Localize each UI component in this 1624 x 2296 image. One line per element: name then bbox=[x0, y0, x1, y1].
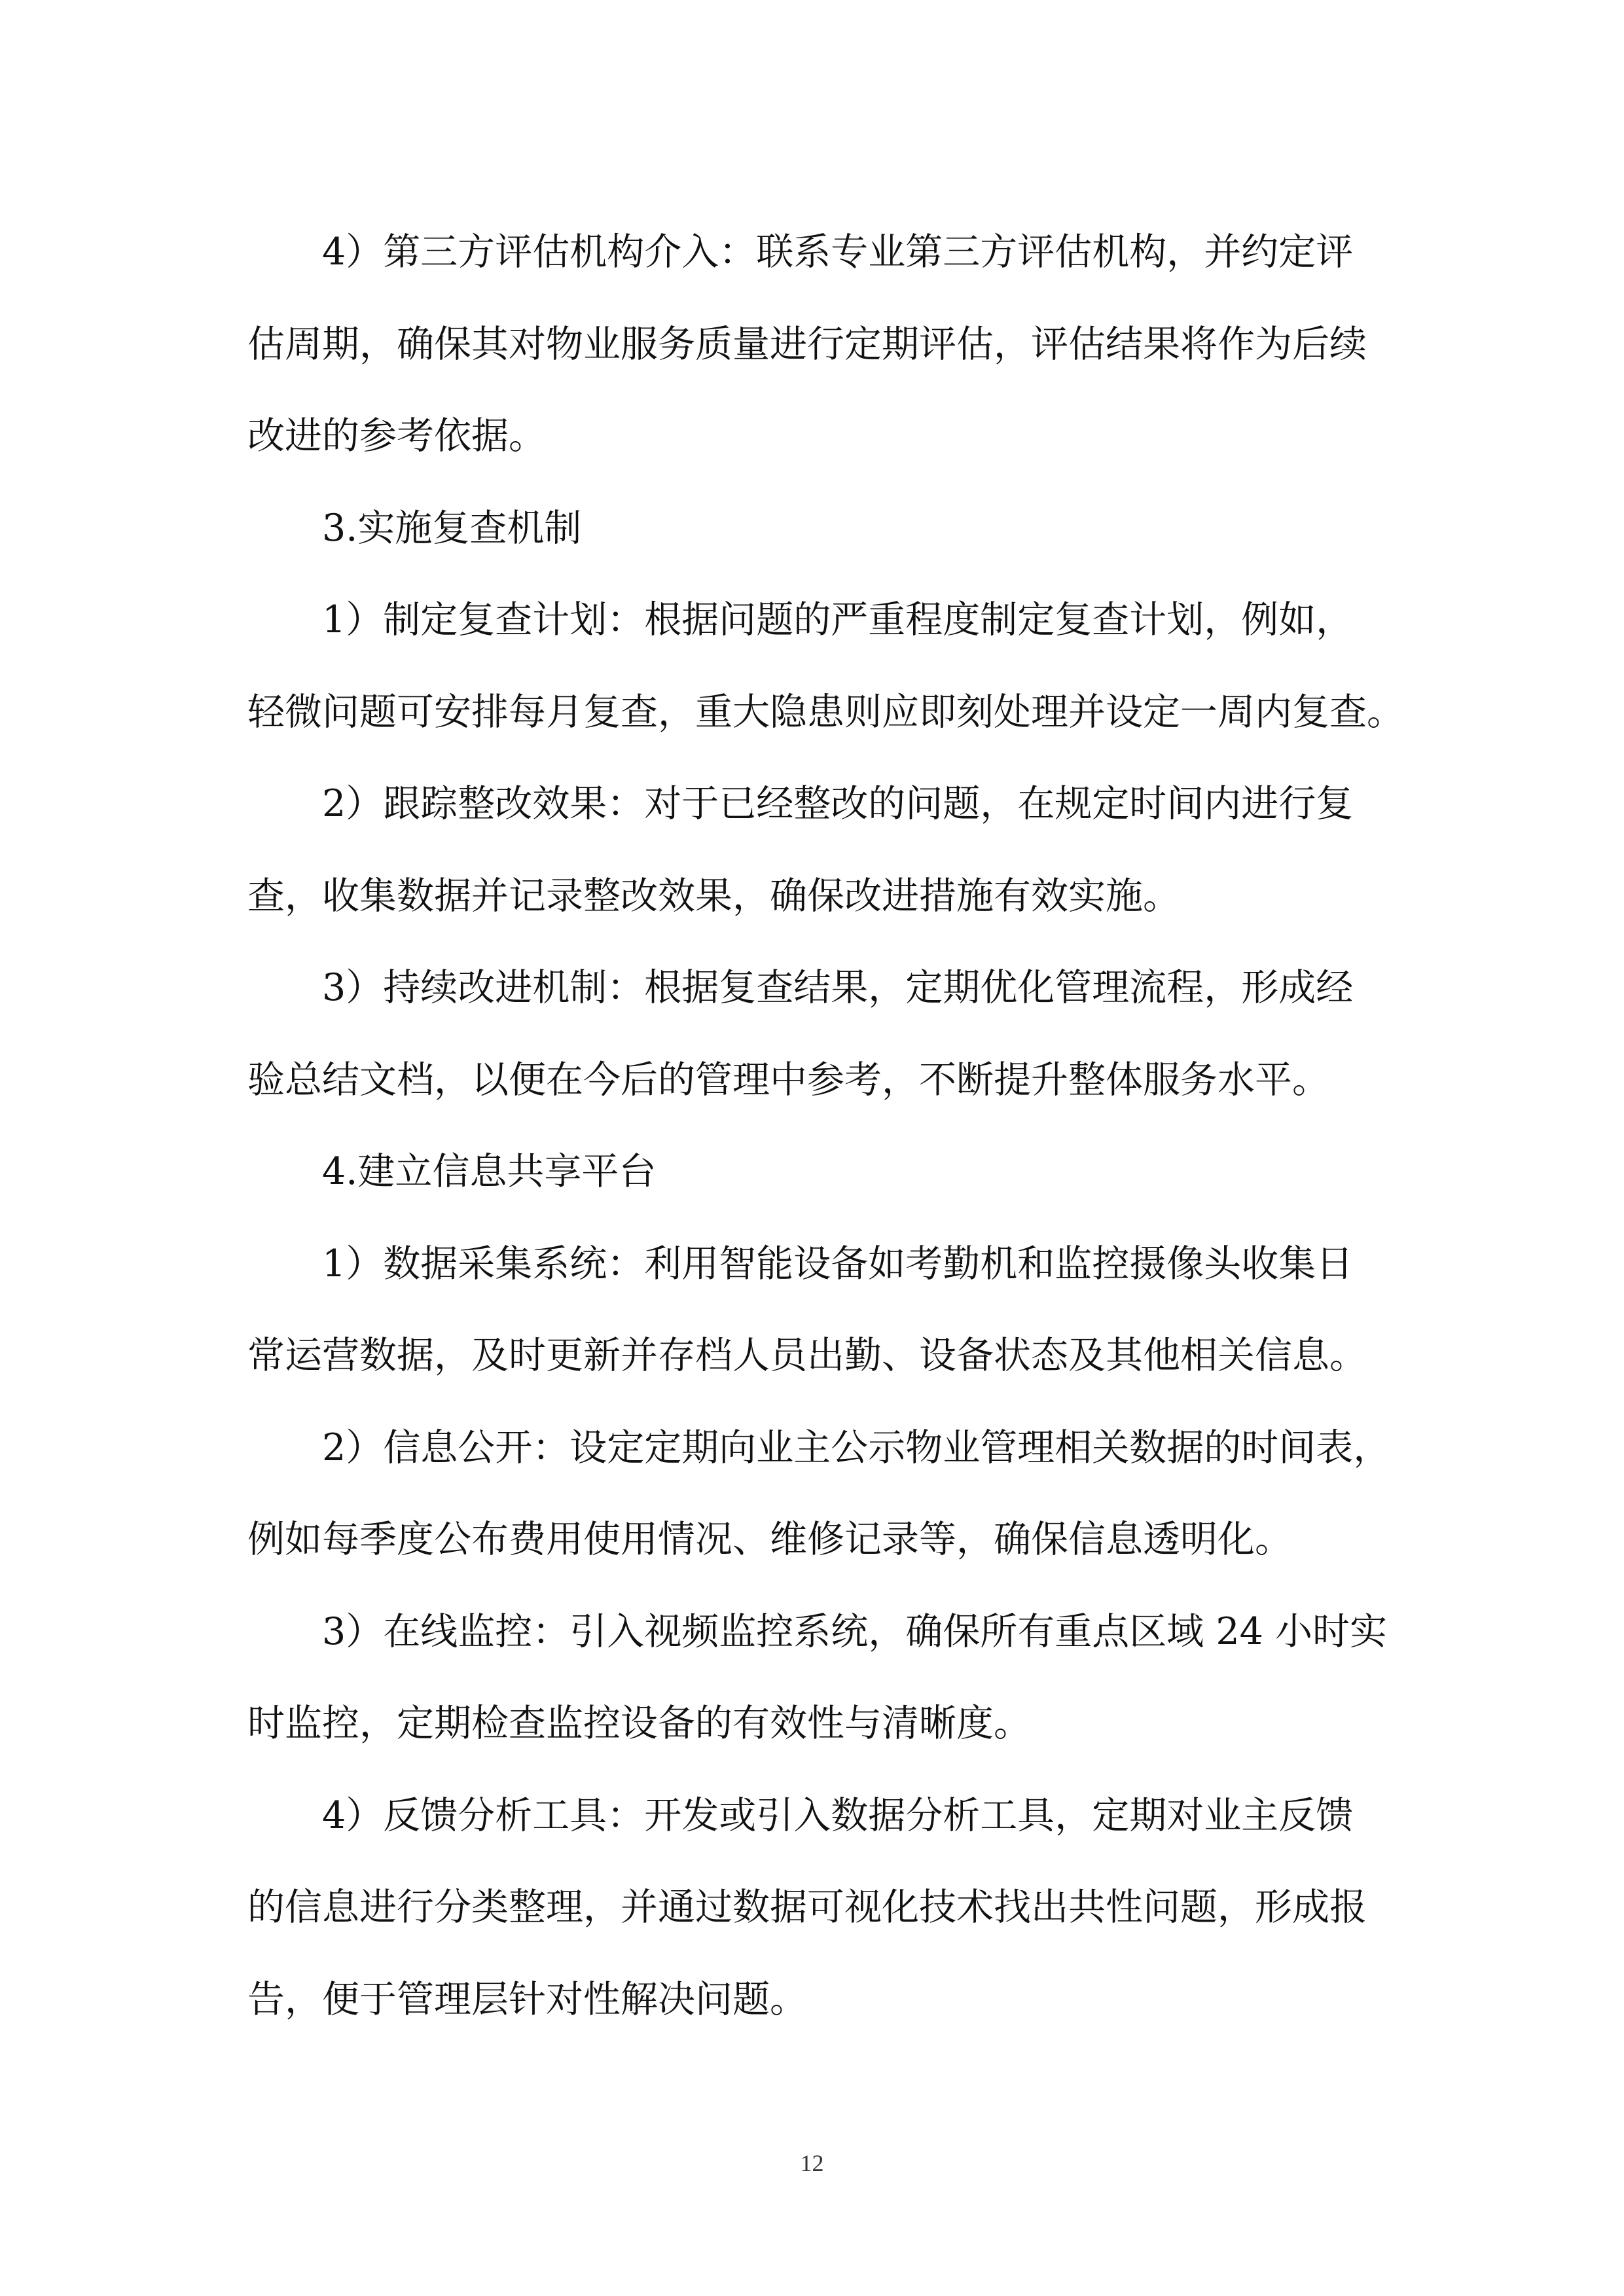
text-line: 常运营数据，及时更新并存档人员出勤、设备状态及其他相关信息。 bbox=[247, 1334, 1367, 1377]
paragraph-feedback-analysis bbox=[247, 1770, 1396, 2046]
section-heading: 3.实施复查机制 bbox=[322, 506, 582, 550]
text-line: 1）制定复查计划：根据问题的严重程度制定复查计划，例如， bbox=[322, 598, 1354, 641]
text-line: 4）第三方评估机构介入：联系专业第三方评估机构，并约定评 bbox=[322, 230, 1354, 274]
text-line: 验总结文档，以便在今后的管理中参考，不断提升整体服务水平。 bbox=[247, 1058, 1329, 1102]
page-number: 12 bbox=[800, 2150, 824, 2176]
section-heading-review-mechanism bbox=[247, 482, 1396, 575]
document-body bbox=[247, 206, 1404, 2045]
text-line: 时监控，定期检查监控设备的有效性与清晰度。 bbox=[247, 1702, 1031, 1745]
text-line: 3）在线监控：引入视频监控系统，确保所有重点区域 24 小时实 bbox=[322, 1609, 1388, 1653]
text-line: 2）信息公开：设定定期向业主公示物业管理相关数据的时间表， bbox=[322, 1426, 1391, 1469]
text-line: 3）持续改进机制：根据复查结果，定期优化管理流程，形成经 bbox=[322, 966, 1354, 1009]
text-line: 轻微问题可安排每月复查，重大隐患则应即刻处理并设定一周内复查。 bbox=[247, 690, 1404, 734]
paragraph-online-monitoring bbox=[247, 1586, 1396, 1770]
paragraph-continuous-improvement bbox=[247, 942, 1396, 1126]
text-line: 告，便于管理层针对性解决问题。 bbox=[247, 1977, 807, 2021]
text-line: 的信息进行分类整理，并通过数据可视化技术找出共性问题，形成报 bbox=[247, 1886, 1367, 1929]
text-line: 1）数据采集系统：利用智能设备如考勤机和监控摄像头收集日 bbox=[322, 1242, 1354, 1285]
section-heading: 4.建立信息共享平台 bbox=[322, 1150, 657, 1193]
text-line: 查，收集数据并记录整改效果，确保改进措施有效实施。 bbox=[247, 874, 1180, 918]
paragraph-info-disclosure bbox=[247, 1402, 1396, 1586]
text-line: 改进的参考依据。 bbox=[247, 414, 546, 457]
paragraph-track-rectification bbox=[247, 758, 1396, 942]
text-line: 例如每季度公布费用使用情况、维修记录等，确保信息透明化。 bbox=[247, 1518, 1292, 1561]
text-line: 估周期，确保其对物业服务质量进行定期评估，评估结果将作为后续 bbox=[247, 322, 1367, 366]
section-heading-info-sharing bbox=[247, 1126, 1396, 1218]
text-line: 4）反馈分析工具：开发或引入数据分析工具，定期对业主反馈 bbox=[322, 1793, 1354, 1837]
text-line: 2）跟踪整改效果：对于已经整改的问题，在规定时间内进行复 bbox=[322, 782, 1354, 825]
paragraph-third-party-evaluation bbox=[247, 206, 1396, 482]
paragraph-data-collection bbox=[247, 1218, 1396, 1402]
paragraph-review-plan bbox=[247, 574, 1404, 758]
